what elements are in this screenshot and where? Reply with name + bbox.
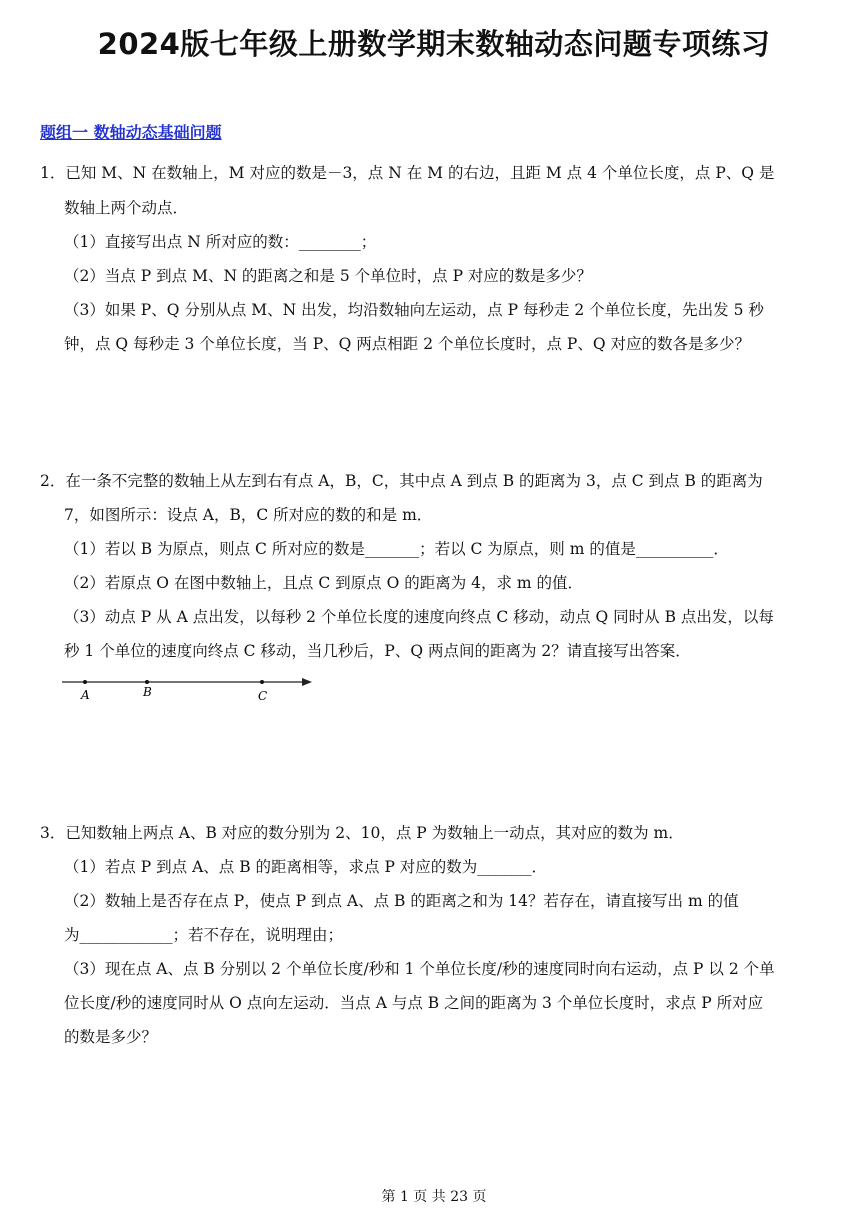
q1-part3-line1: （3）如果 P、Q 分别从点 M、N 出发，均沿数轴向左运动，点 P 每秒走 2 个单位长度，先出发 5 秒 bbox=[64, 301, 764, 319]
number-line-figure bbox=[60, 670, 320, 710]
q3-part2-line1: （2）数轴上是否存在点 P，使点 P 到点 A、点 B 的距离之和为 14？若存在，请直接写出 m 的值 bbox=[64, 892, 739, 910]
page-footer: 第 1 页 共 23 页 bbox=[381, 1189, 487, 1205]
q3-part3-line1: （3）现在点 A、点 B 分别以 2 个单位长度/秒和 1 个单位长度/秒的速度同时向右运动，点 P 以 2 个单 bbox=[64, 960, 775, 978]
label-c: C bbox=[258, 689, 268, 703]
q3-part3-line3: 的数是多少？ bbox=[64, 1028, 158, 1046]
q1-stem-line1: 1．已知 M、N 在数轴上，M 对应的数是－3，点 N 在 M 的右边，且距 M 点 4 个单位长度，点 P、Q 是 bbox=[40, 164, 775, 182]
q1-part1: （1）直接写出点 N 所对应的数：________； bbox=[64, 233, 377, 251]
q2-part2: （2）若原点 O 在图中数轴上，且点 C 到原点 O 的距离为 4，求 m 的值． bbox=[64, 574, 584, 592]
section-heading: 题组一 数轴动态基础问题 bbox=[40, 123, 222, 142]
q1-stem-line2: 数轴上两个动点． bbox=[64, 199, 189, 217]
q2-stem-line1: 2．在一条不完整的数轴上从左到右有点 A，B，C，其中点 A 到点 B 的距离为 3，点 C 到点 B 的距离为 bbox=[40, 472, 763, 490]
label-b: B bbox=[143, 685, 152, 699]
number-line-arrow bbox=[302, 678, 312, 686]
point-c bbox=[260, 680, 264, 684]
q2-part3-line2: 秒 1 个单位的速度向终点 C 移动，当几秒后，P、Q 两点间的距离为 2？请直接写出答案． bbox=[64, 642, 691, 660]
q1-part2: （2）当点 P 到点 M、N 的距离之和是 5 个单位时，点 P 对应的数是多少？ bbox=[64, 267, 592, 285]
q3-part3-line2: 位长度/秒的速度同时从 O 点向左运动．当点 A 与点 B 之间的距离为 3 个单位长度时，求点 P 所对应 bbox=[64, 994, 764, 1012]
q1-part3-line2: 钟，点 Q 每秒走 3 个单位长度，当 P、Q 两点相距 2 个单位长度时，点 P、Q 对应的数各是多少？ bbox=[64, 335, 750, 353]
q3-stem: 3．已知数轴上两点 A、B 对应的数分别为 2、10，点 P 为数轴上一动点，其对应的数为 m． bbox=[40, 824, 684, 842]
q2-stem-line2: 7，如图所示：设点 A，B，C 所对应的数的和是 m． bbox=[64, 506, 433, 524]
q3-part2-line2: 为____________；若不存在，说明理由； bbox=[64, 926, 344, 944]
label-a: A bbox=[81, 688, 90, 702]
q2-part1: （1）若以 B 为原点，则点 C 所对应的数是_______；若以 C 为原点，则 m 的值是__________． bbox=[64, 540, 729, 558]
page-title: 2024版七年级上册数学期末数轴动态问题专项练习 bbox=[97, 27, 771, 61]
point-a bbox=[83, 680, 87, 684]
q3-part1: （1）若点 P 到点 A、点 B 的距离相等，求点 P 对应的数为_______． bbox=[64, 858, 548, 876]
point-b bbox=[145, 680, 149, 684]
q2-part3-line1: （3）动点 P 从 A 点出发，以每秒 2 个单位长度的速度向终点 C 移动，动点 Q 同时从 B 点出发，以每 bbox=[64, 608, 774, 626]
